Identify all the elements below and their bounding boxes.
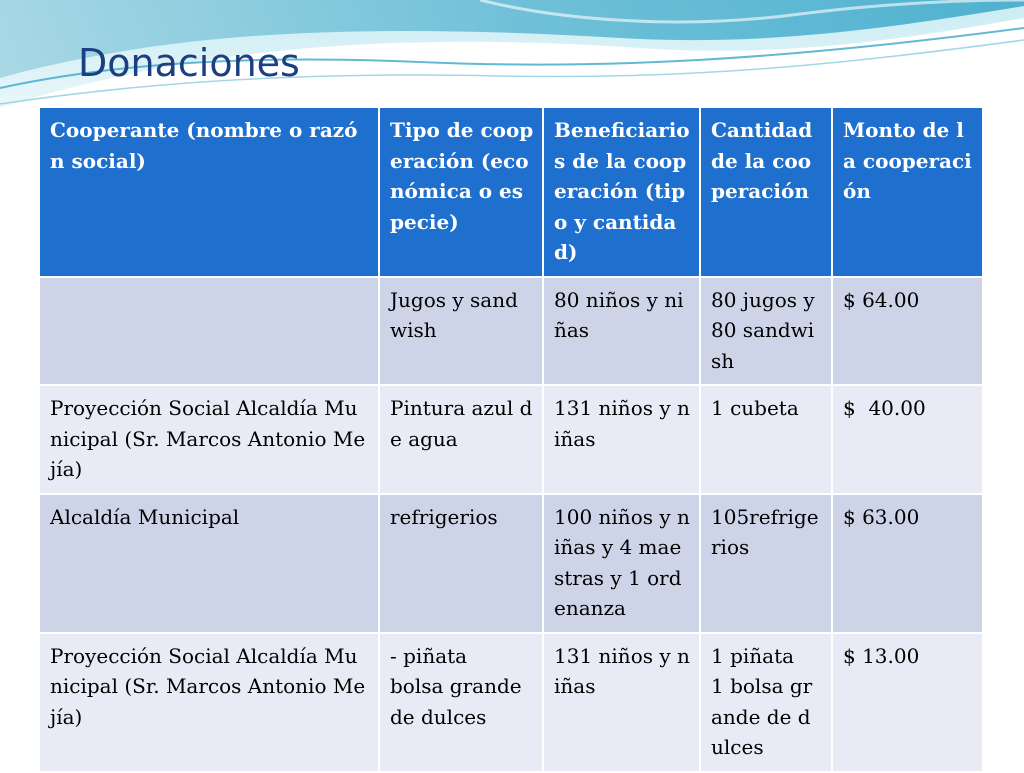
- cell-tipo: Pintura azul de agua: [380, 386, 544, 495]
- cell-monto: $ 63.00: [833, 495, 984, 634]
- cell-cooperante: Proyección Social Alcaldía Municipal (Sr. Marcos Antonio Mejía): [40, 386, 380, 495]
- cell-beneficiarios: 131 niños y niñas: [544, 386, 701, 495]
- cell-monto: $ 40.00: [833, 386, 984, 495]
- cell-cantidad: 105refrigerios: [701, 495, 833, 634]
- table-row: [40, 634, 984, 773]
- cell-beneficiarios: 131 niños y niñas: [544, 634, 701, 773]
- cell-line: 1 piñata: [711, 643, 795, 668]
- cell-line: - piñata: [390, 643, 468, 668]
- header-monto: Monto de la cooperación: [833, 108, 984, 278]
- cell-line: 1 bolsa grande de dulces: [711, 674, 813, 759]
- cell-monto: $ 64.00: [833, 278, 984, 387]
- donations-table: [40, 108, 984, 773]
- cell-tipo: [380, 634, 544, 773]
- cell-monto: $ 13.00: [833, 634, 984, 773]
- header-cantidad: Cantidad de la cooperación: [701, 108, 833, 278]
- cell-beneficiarios: 80 niños y niñas: [544, 278, 701, 387]
- cell-cantidad: 80 jugos y 80 sandwish: [701, 278, 833, 387]
- cell-tipo: refrigerios: [380, 495, 544, 634]
- cell-line: bolsa grande de dulces: [390, 674, 522, 729]
- table-row: [40, 278, 984, 387]
- table-header-row: [40, 108, 984, 278]
- cell-cooperante: [40, 278, 380, 387]
- cell-cooperante: Alcaldía Municipal: [40, 495, 380, 634]
- cell-beneficiarios: 100 niños y niñas y 4 maestras y 1 ordenanza: [544, 495, 701, 634]
- header-cooperante: Cooperante (nombre o razón social): [40, 108, 380, 278]
- cell-cooperante: Proyección Social Alcaldía Municipal (Sr. Marcos Antonio Mejía): [40, 634, 380, 773]
- header-tipo: Tipo de cooperación (económica o especie): [380, 108, 544, 278]
- slide-title: Donaciones: [78, 41, 300, 85]
- table-row: [40, 386, 984, 495]
- header-beneficiarios: Beneficiarios de la cooperación (tipo y cantidad): [544, 108, 701, 278]
- table-row: [40, 495, 984, 634]
- cell-cantidad: [701, 634, 833, 773]
- cell-cantidad: 1 cubeta: [701, 386, 833, 495]
- cell-tipo: Jugos y sandwish: [380, 278, 544, 387]
